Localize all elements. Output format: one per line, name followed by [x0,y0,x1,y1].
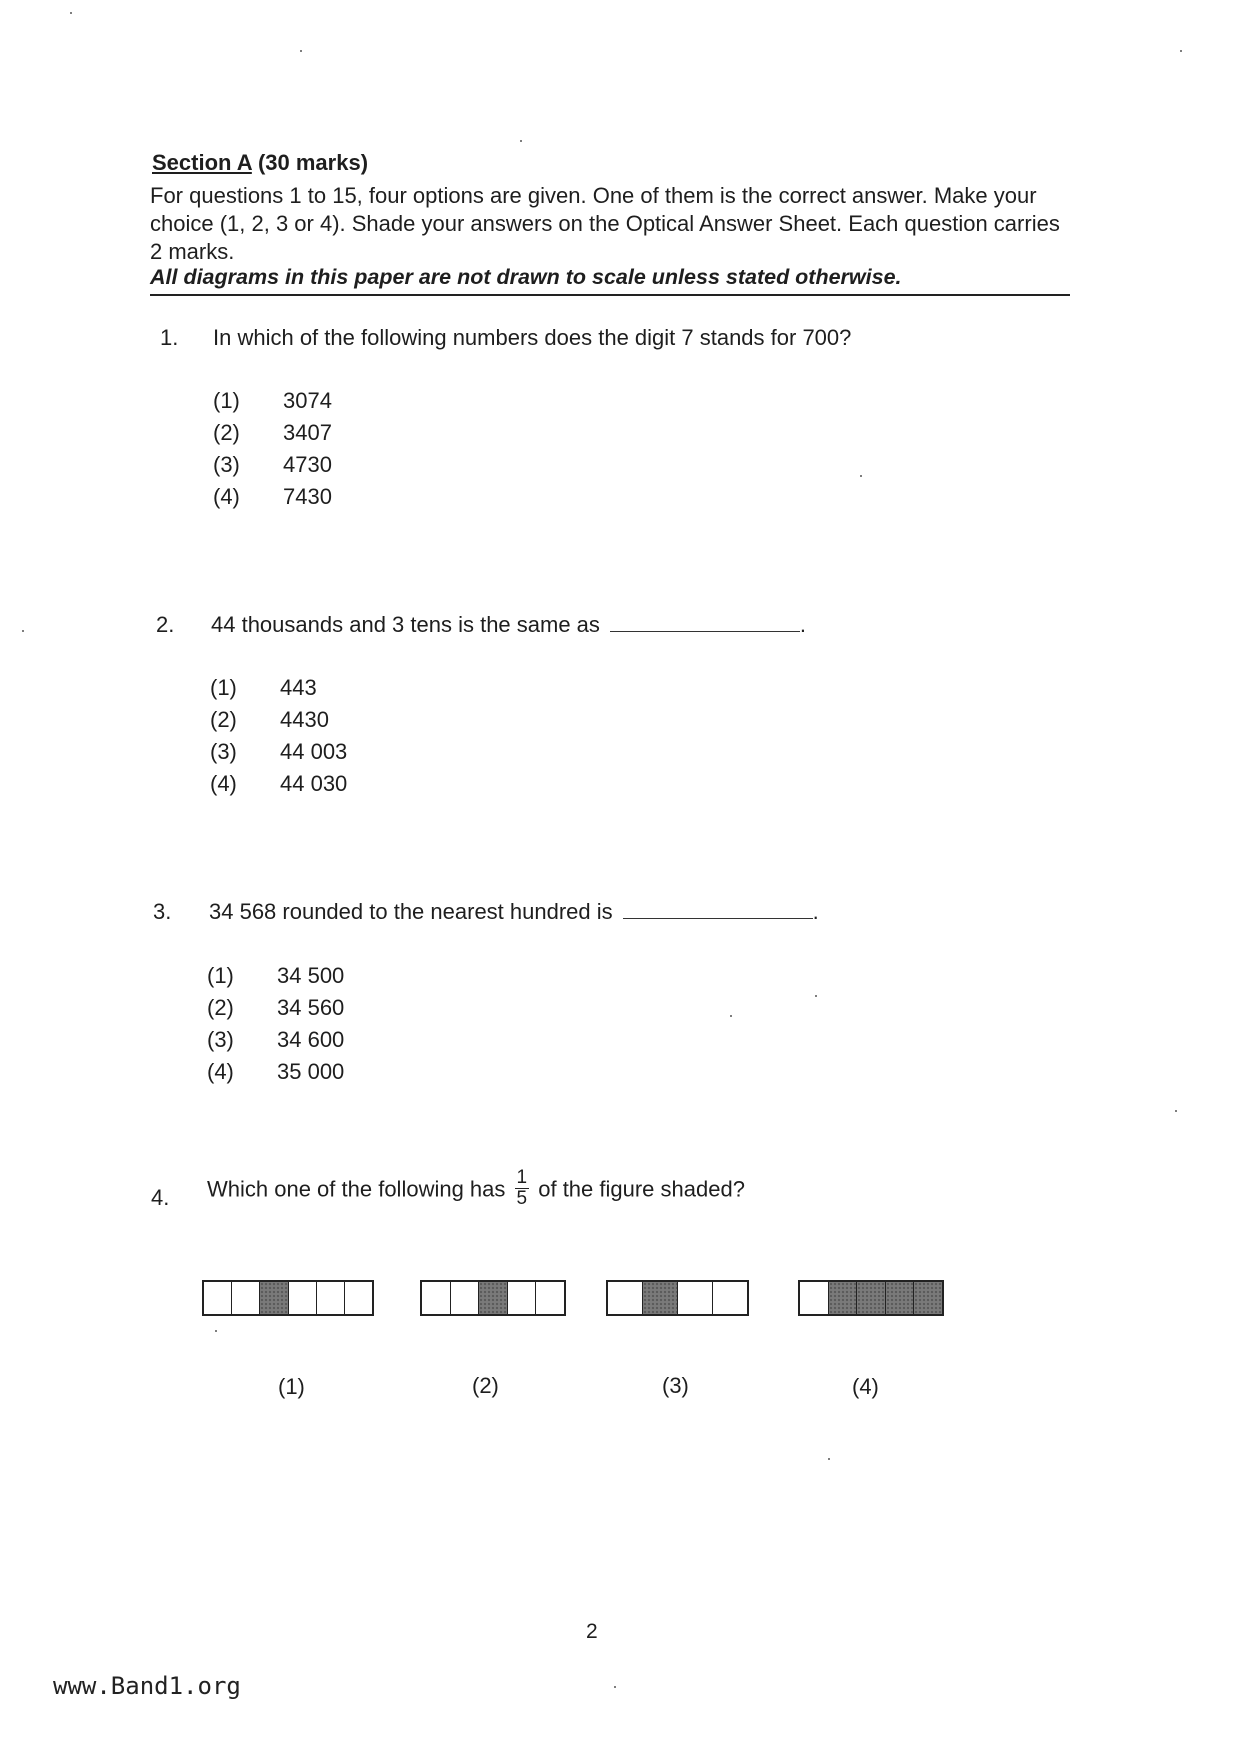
scan-speck [520,140,522,142]
figure-strip [798,1280,944,1316]
page-number: 2 [586,1620,598,1643]
option-value: 34 560 [277,995,345,1020]
option-value: 34 600 [277,1027,345,1052]
scale-note: All diagrams in this paper are not drawn to scale unless stated otherwise. [150,265,1070,296]
q3-text: 34 568 rounded to the nearest hundred is [209,899,613,924]
shaded-part [914,1282,942,1314]
q1-options [213,388,332,516]
scan-speck [1175,1110,1177,1112]
q3-option [207,995,344,1027]
option-label: (4) [207,1059,234,1084]
scan-speck [815,995,817,997]
unshaded-part [508,1282,537,1314]
shaded-part [643,1282,678,1314]
q1-text: In which of the following numbers does the digit 7 stands for 700? [213,325,852,350]
shaded-part [886,1282,915,1314]
scan-speck [22,630,24,632]
option-label: (4) [210,771,237,796]
option-label: (1) [213,388,240,413]
website-footer: www.Band1.org [53,1672,241,1700]
option-value: 3074 [283,388,332,413]
option-label: (2) [210,707,237,732]
scan-speck [1180,50,1182,52]
shaded-part [260,1282,288,1314]
q2-option [210,707,347,739]
q3-option [207,1059,344,1091]
scan-speck [828,1458,830,1460]
q4-question [207,1167,745,1211]
option-label: (3) [207,1027,234,1052]
figure-2-label: (2) [472,1373,499,1398]
figure-3-label: (3) [662,1373,689,1398]
scan-speck [70,12,72,14]
unshaded-part [678,1282,713,1314]
unshaded-part [204,1282,232,1314]
q1-option [213,420,332,452]
q3-option [207,1027,344,1059]
q2-option [210,739,347,771]
option-label: (4) [213,484,240,509]
section-name: Section A [152,150,252,175]
unshaded-part [232,1282,260,1314]
shaded-part [479,1282,508,1314]
fraction [515,1168,530,1209]
option-value: 443 [280,675,317,700]
scan-speck [215,1330,217,1332]
scan-speck [860,475,862,477]
q2-option [210,675,347,707]
q2-number: 2. [156,612,175,637]
figure-3 [606,1280,749,1316]
fraction-denominator: 5 [516,1188,528,1209]
answer-blank [610,613,800,632]
q1-option [213,484,332,516]
unshaded-part [800,1282,829,1314]
section-instructions: For questions 1 to 15, four options are given. One of them is the correct answer. Make your choice (1, 2, 3 or 4). Shade your answers on the Optical Answer Sheet. Each question carries 2 marks. [150,183,1060,264]
option-label: (1) [207,963,234,988]
option-value: 4430 [280,707,329,732]
q3-option [207,963,344,995]
unshaded-part [536,1282,564,1314]
option-value: 3407 [283,420,332,445]
q1-option [213,452,332,484]
scan-speck [300,50,302,52]
unshaded-part [289,1282,317,1314]
q2-question [211,612,806,638]
figure-strip [202,1280,374,1316]
figure-1 [202,1280,374,1316]
q4-number: 4. [151,1185,170,1210]
q3-question [209,899,819,925]
figure-1-label: (1) [278,1374,305,1399]
option-value: 44 030 [280,771,348,796]
scan-speck [614,1686,616,1688]
q1-number: 1. [160,325,179,350]
q2-options [210,675,347,803]
scan-speck [730,1015,732,1017]
q4-text-after: of the figure shaded? [538,1176,745,1202]
fraction-numerator: 1 [516,1167,528,1188]
section-marks: (30 marks) [257,150,369,175]
q2-text: 44 thousands and 3 tens is the same as [211,612,600,637]
unshaded-part [317,1282,345,1314]
q2-option [210,771,347,803]
figure-4-label: (4) [852,1374,879,1399]
figure-2 [420,1280,566,1316]
figure-4 [798,1280,944,1316]
option-label: (3) [213,452,240,477]
q3-end: . [812,899,819,924]
answer-blank [623,900,813,919]
q3-options [207,963,344,1091]
q4-text-before: Which one of the following has [207,1176,506,1202]
option-value: 7430 [283,484,332,509]
option-label: (2) [207,995,234,1020]
q1-option [213,388,332,420]
unshaded-part [451,1282,480,1314]
option-label: (3) [210,739,237,764]
shaded-part [857,1282,886,1314]
option-label: (2) [213,420,240,445]
figure-strip [420,1280,566,1316]
option-value: 44 003 [280,739,348,764]
unshaded-part [422,1282,451,1314]
option-value: 34 500 [277,963,345,988]
option-value: 35 000 [277,1059,345,1084]
q3-number: 3. [153,899,172,924]
unshaded-part [608,1282,643,1314]
shaded-part [829,1282,858,1314]
section-title [152,150,368,176]
option-label: (1) [210,675,237,700]
option-value: 4730 [283,452,332,477]
q2-end: . [799,612,807,637]
figure-strip [606,1280,749,1316]
unshaded-part [713,1282,747,1314]
unshaded-part [345,1282,372,1314]
